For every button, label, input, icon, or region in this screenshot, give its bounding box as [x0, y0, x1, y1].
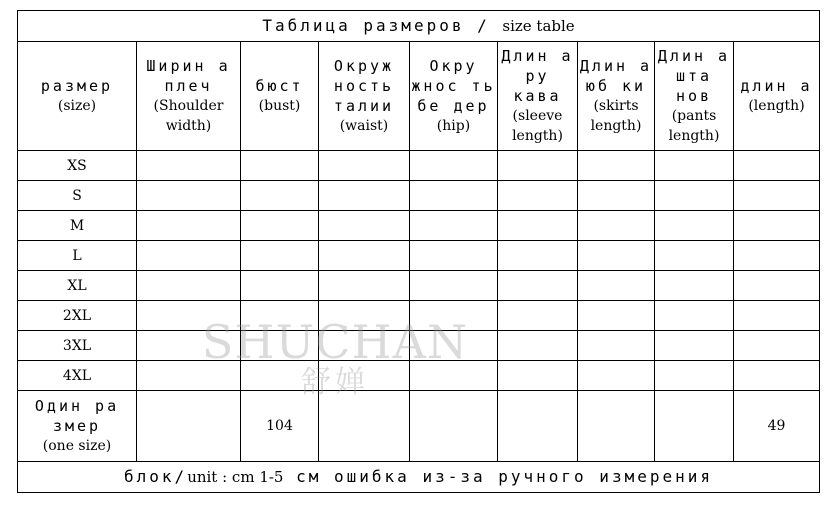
table-cell — [655, 391, 734, 462]
footer-ru1: блок/ — [124, 467, 188, 486]
header-bust — [241, 42, 319, 151]
table-cell — [410, 181, 498, 211]
table-row — [18, 301, 820, 331]
table-cell — [655, 181, 734, 211]
table-cell — [241, 151, 319, 181]
header-label: Окруж ность талии — [333, 57, 395, 115]
table-cell — [655, 271, 734, 301]
table-cell — [410, 331, 498, 361]
table-cell — [734, 331, 820, 361]
table-cell — [319, 361, 410, 391]
table-cell — [241, 301, 319, 331]
header-waist — [319, 42, 410, 151]
table-cell — [137, 361, 241, 391]
table-cell — [410, 241, 498, 271]
table-cell — [734, 181, 820, 211]
table-cell — [410, 391, 498, 462]
header-sleeve — [498, 42, 578, 151]
header-label-en: (Shoulder width) — [153, 98, 224, 134]
table-cell — [319, 331, 410, 361]
table-cell — [734, 151, 820, 181]
header-label-en: (size) — [57, 98, 97, 114]
table-cell — [578, 181, 655, 211]
header-label-en: (skirts length) — [590, 98, 642, 134]
header-label-en: (waist) — [339, 118, 389, 134]
table-cell — [578, 271, 655, 301]
table-footer — [18, 462, 820, 493]
one-size-row — [18, 391, 820, 462]
table-cell — [655, 241, 734, 271]
header-label: Длин а юб ки — [579, 57, 653, 95]
table-cell — [241, 271, 319, 301]
header-label: Длин а ру кава — [501, 47, 574, 105]
header-label-en: (bust) — [258, 98, 301, 114]
table-row — [18, 241, 820, 271]
size-label: 2XL — [18, 301, 137, 331]
table-cell — [655, 361, 734, 391]
title-en: size table — [502, 17, 575, 35]
table-cell — [241, 361, 319, 391]
size-label: 3XL — [18, 331, 137, 361]
header-hip — [410, 42, 498, 151]
size-label: M — [18, 211, 137, 241]
table-cell — [241, 211, 319, 241]
table-cell — [410, 211, 498, 241]
header-pants — [655, 42, 734, 151]
header-row — [18, 42, 820, 151]
one-size-label-ru: Один ра змер — [34, 397, 120, 435]
watermark-chinese: 舒婵 — [301, 365, 369, 400]
table-cell — [734, 271, 820, 301]
size-label: 4XL — [18, 361, 137, 391]
table-cell — [319, 301, 410, 331]
table-cell — [578, 391, 655, 462]
table-cell — [734, 211, 820, 241]
table-cell — [655, 211, 734, 241]
header-label-en: (sleeve length) — [512, 108, 563, 144]
header-label: Ширин а плеч — [146, 57, 231, 95]
table-cell — [498, 361, 578, 391]
title-ru: Таблица размеров — [262, 16, 465, 35]
table-cell — [137, 301, 241, 331]
table-cell — [498, 181, 578, 211]
table-cell — [137, 271, 241, 301]
table-cell — [498, 391, 578, 462]
table-cell — [241, 241, 319, 271]
title-separator: / — [464, 16, 503, 35]
table-cell — [319, 211, 410, 241]
table-cell — [319, 391, 410, 462]
table-cell — [137, 181, 241, 211]
header-shoulder — [137, 42, 241, 151]
table-cell — [319, 181, 410, 211]
footer-ru2: см ошибка из-за ручного измерения — [283, 467, 713, 486]
table-cell — [319, 271, 410, 301]
table-cell — [578, 241, 655, 271]
table-cell — [137, 151, 241, 181]
one-size-length-value: 49 — [734, 391, 820, 462]
table-cell — [578, 301, 655, 331]
footer-en: unit : cm 1-5 — [187, 468, 284, 486]
table-cell — [734, 241, 820, 271]
table-cell — [498, 301, 578, 331]
table-cell — [241, 331, 319, 361]
table-cell — [319, 241, 410, 271]
size-label: XL — [18, 271, 137, 301]
one-size-bust-value: 104 — [241, 391, 319, 462]
table-cell — [137, 391, 241, 462]
header-skirt — [578, 42, 655, 151]
header-label: Длин а шта нов — [657, 47, 731, 105]
size-label: L — [18, 241, 137, 271]
table-row — [18, 151, 820, 181]
header-label: длин а — [740, 77, 813, 95]
one-size-label — [18, 391, 137, 462]
table-cell — [655, 301, 734, 331]
size-label: S — [18, 181, 137, 211]
header-label: Окру жнос ть бе дер — [411, 57, 496, 115]
header-label-en: (length) — [748, 98, 805, 114]
header-label: бюст — [255, 77, 304, 95]
table-row — [18, 181, 820, 211]
one-size-label-en: (one size) — [42, 438, 112, 454]
table-cell — [498, 211, 578, 241]
table-cell — [578, 211, 655, 241]
header-length — [734, 42, 820, 151]
table-title — [18, 11, 820, 42]
size-label: XS — [18, 151, 137, 181]
header-label-en: (pants length) — [668, 108, 720, 144]
table-cell — [410, 151, 498, 181]
header-label: размер — [40, 77, 114, 95]
table-cell — [319, 151, 410, 181]
table-cell — [410, 361, 498, 391]
table-cell — [410, 301, 498, 331]
table-row — [18, 211, 820, 241]
table-cell — [578, 331, 655, 361]
header-size — [18, 42, 137, 151]
table-cell — [655, 151, 734, 181]
table-cell — [498, 271, 578, 301]
table-cell — [498, 241, 578, 271]
table-cell — [410, 271, 498, 301]
table-cell — [137, 211, 241, 241]
table-cell — [578, 151, 655, 181]
table-cell — [578, 361, 655, 391]
table-cell — [655, 331, 734, 361]
table-cell — [498, 331, 578, 361]
size-table — [17, 10, 820, 493]
header-label-en: (hip) — [436, 118, 471, 134]
table-cell — [137, 241, 241, 271]
table-cell — [734, 301, 820, 331]
watermark-text: SHUCHAN — [201, 315, 469, 369]
table-cell — [498, 151, 578, 181]
table-cell — [137, 331, 241, 361]
table-row — [18, 361, 820, 391]
table-cell — [734, 361, 820, 391]
table-row — [18, 271, 820, 301]
table-row — [18, 331, 820, 361]
table-cell — [241, 181, 319, 211]
